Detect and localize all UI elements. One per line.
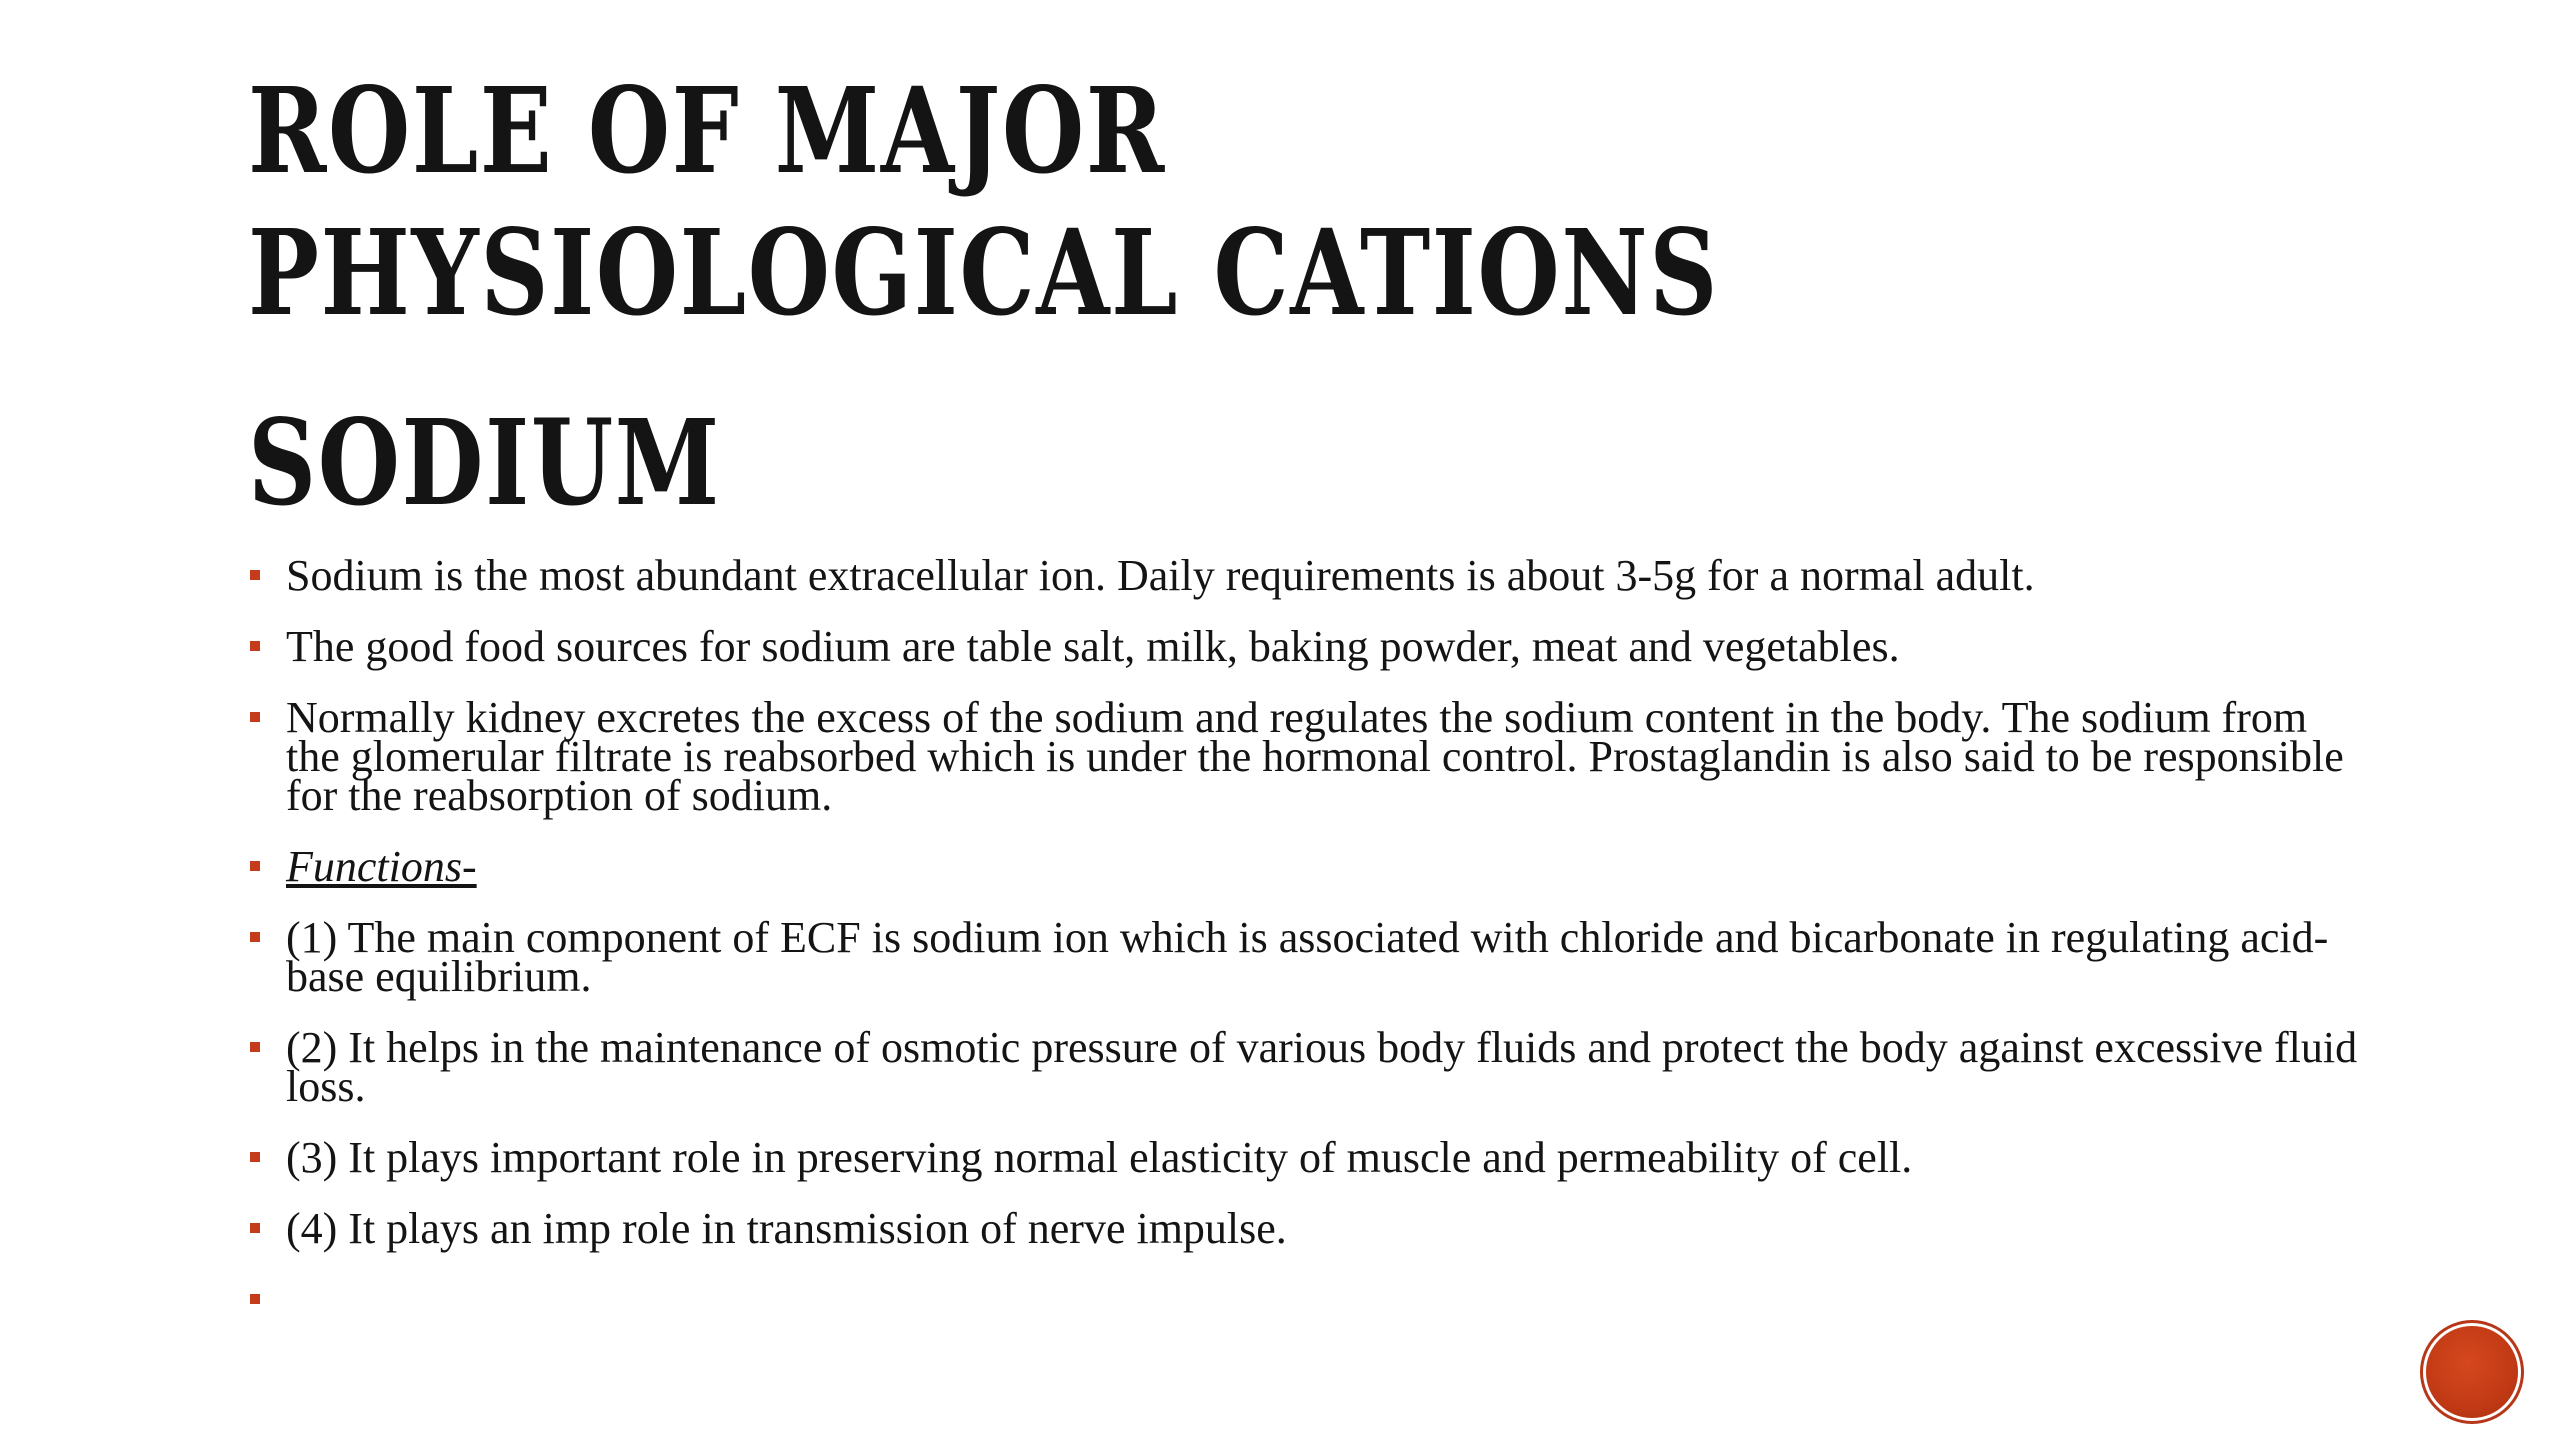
bullet-item (248, 1023, 2358, 1111)
bullet-list (248, 551, 2358, 1351)
bullet-item (248, 1133, 2358, 1182)
square-bullet-icon (250, 570, 260, 580)
bullet-item (248, 622, 2358, 671)
bullet-item (248, 842, 2358, 891)
bullet-text: (3) It plays important role in preserving normal elasticity of muscle and permeability of cell. (286, 1133, 1913, 1182)
bullet-item-empty (248, 1280, 2358, 1319)
bullet-item (248, 1204, 2358, 1253)
bullet-item (248, 913, 2358, 1001)
square-bullet-icon (250, 1294, 260, 1304)
square-bullet-icon (250, 641, 260, 651)
bullet-text: (1) The main component of ECF is sodium ion which is associated with chloride and bicarbonate in regulating acid-base equilibrium. (286, 913, 2329, 1001)
next-slide-button[interactable] (2426, 1326, 2518, 1418)
square-bullet-icon (250, 1042, 260, 1052)
bullet-text: (2) It helps in the maintenance of osmotic pressure of various body fluids and protect the body against excessive fluid loss. (286, 1023, 2358, 1111)
square-bullet-icon (250, 1152, 260, 1162)
functions-heading: Functions- (286, 842, 477, 891)
slide-title: ROLE OF MAJOR PHYSIOLOGICAL CATIONS (248, 61, 1720, 342)
square-bullet-icon (250, 861, 260, 871)
square-bullet-icon (250, 712, 260, 722)
bullet-text: The good food sources for sodium are table salt, milk, baking powder, meat and vegetables. (286, 622, 1900, 671)
square-bullet-icon (250, 932, 260, 942)
bullet-item (248, 551, 2358, 600)
bullet-item (248, 693, 2358, 820)
bullet-text: (4) It plays an imp role in transmission of nerve impulse. (286, 1204, 1287, 1253)
bullet-text: Normally kidney excretes the excess of the sodium and regulates the sodium content in the body. The sodium from the glomerular filtrate is reabsorbed which is under the hormonal control. Prostaglandin is also said to be responsible for the reabsorption of sodium. (286, 693, 2344, 820)
square-bullet-icon (250, 1223, 260, 1233)
bullet-text: Sodium is the most abundant extracellular ion. Daily requirements is about 3-5g for a normal adult. (286, 551, 2035, 600)
slide-subtitle: SODIUM (248, 393, 721, 532)
